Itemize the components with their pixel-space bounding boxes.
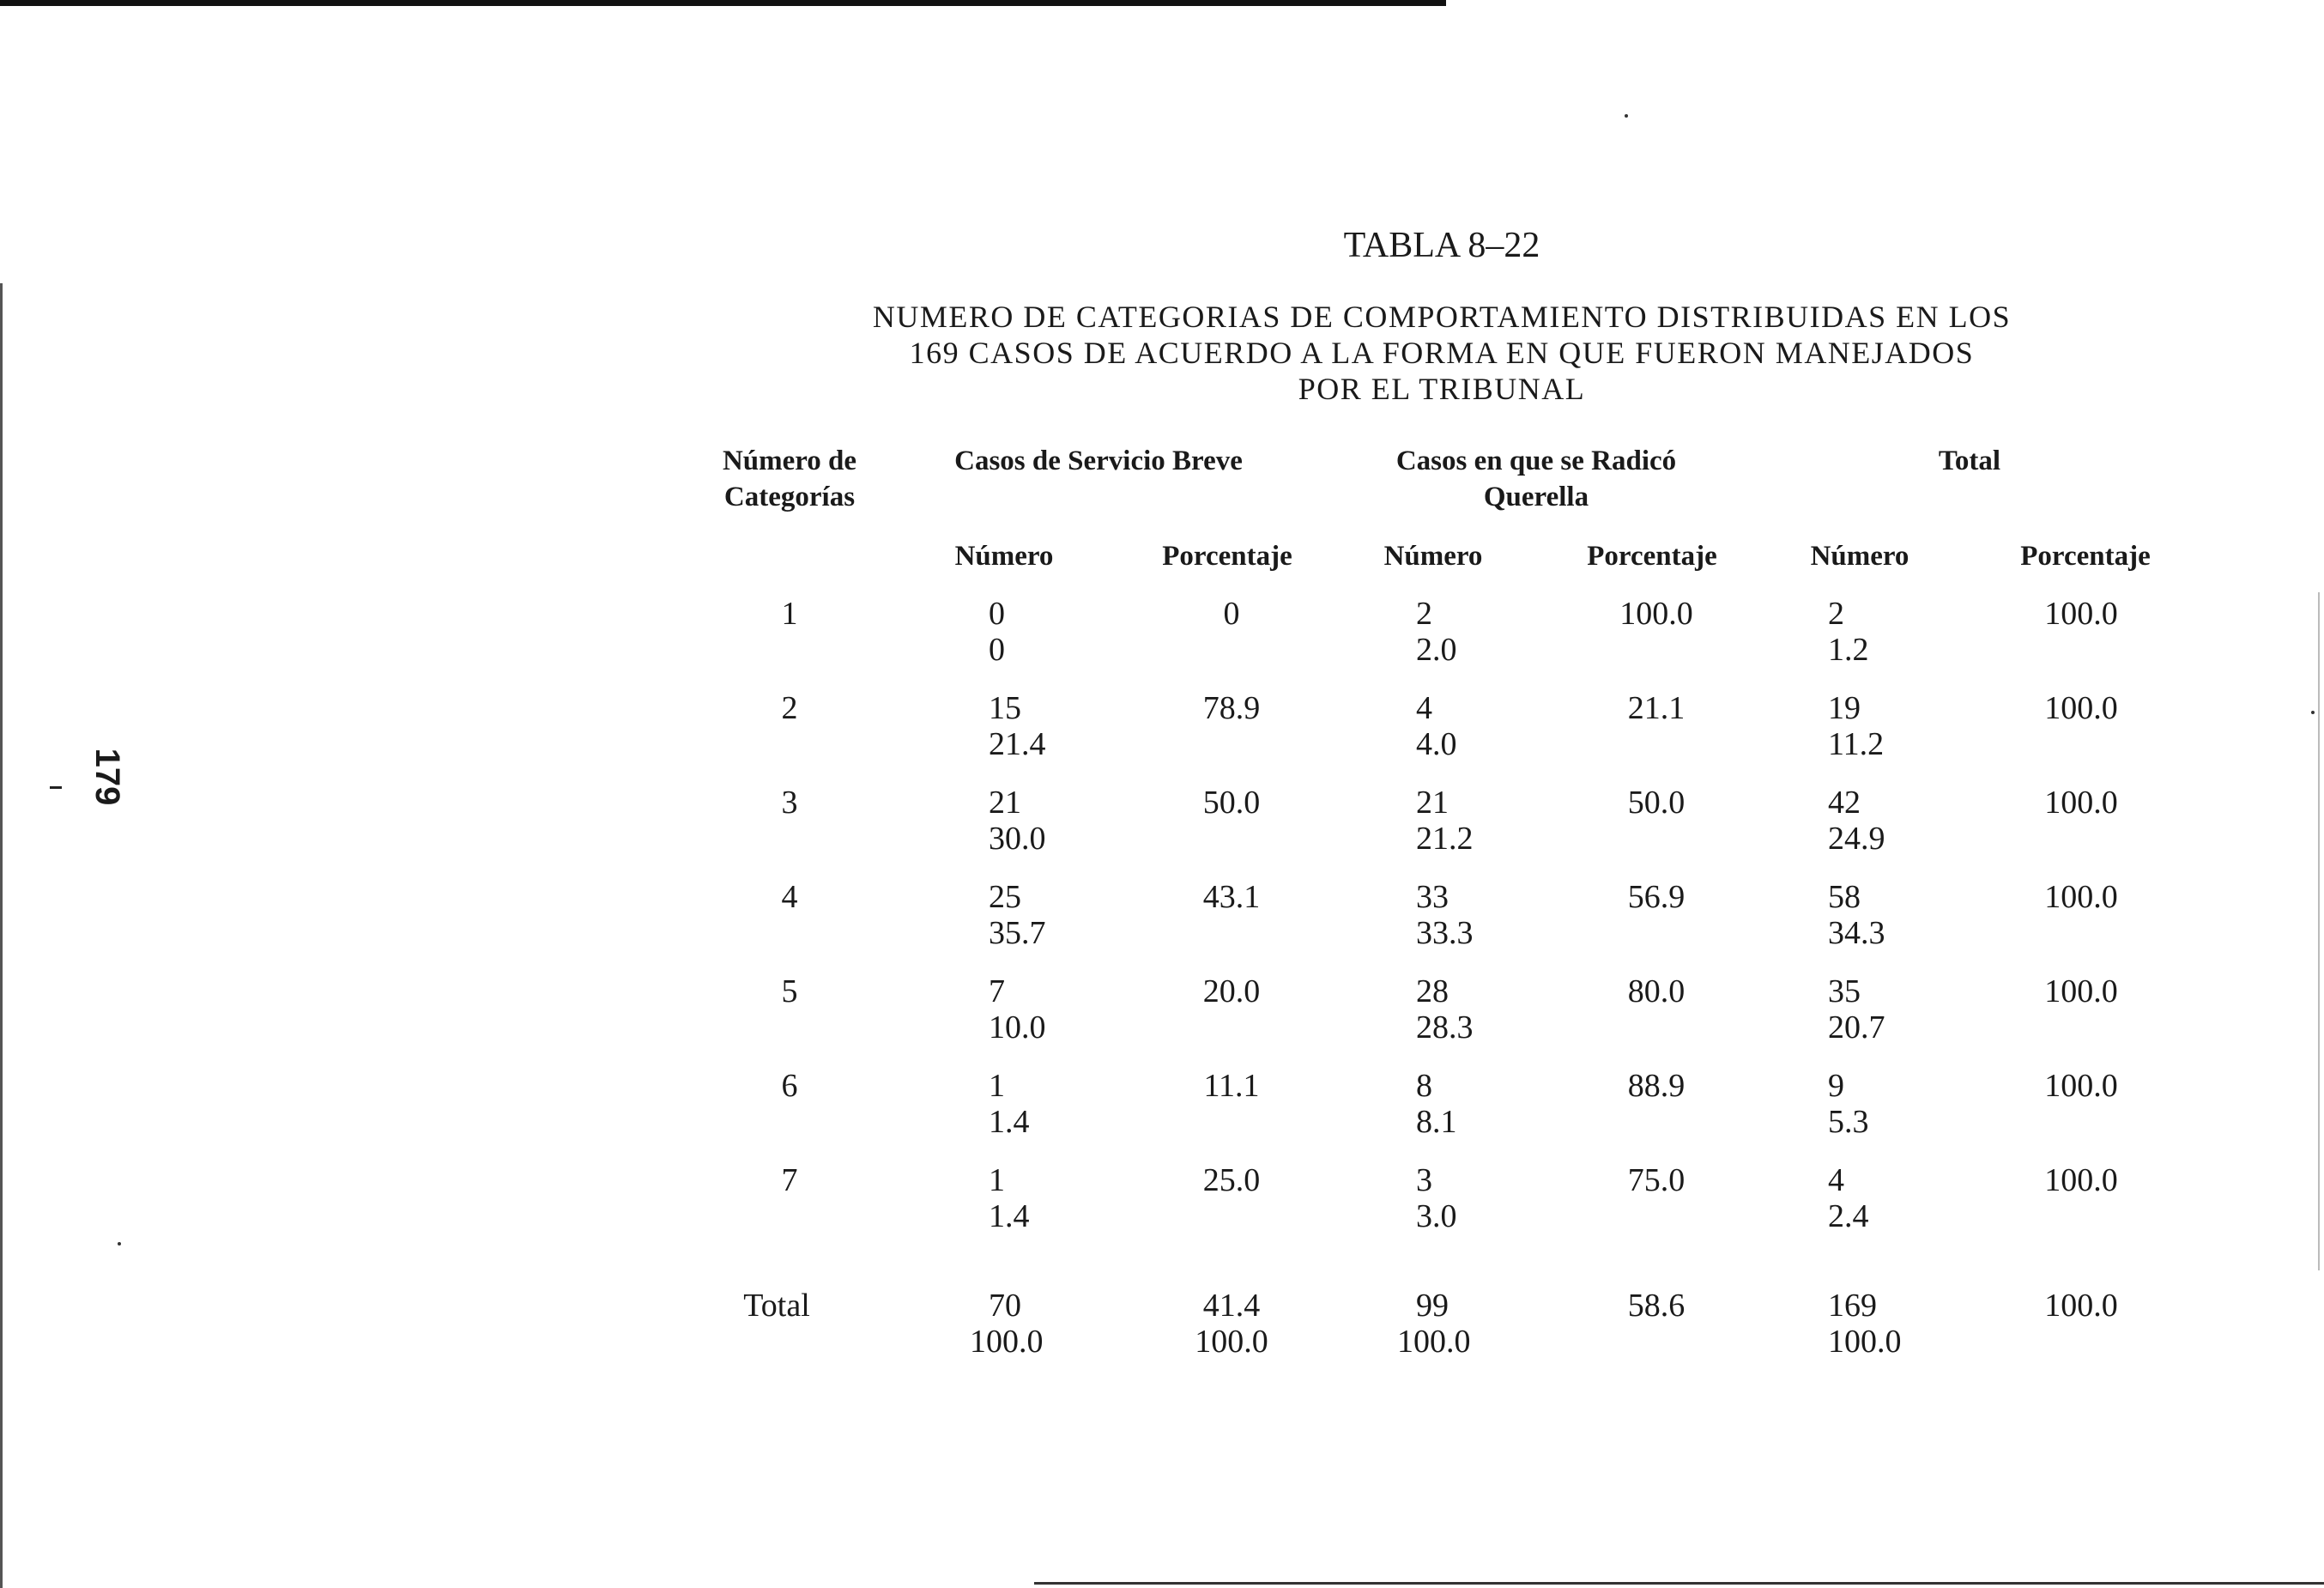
scan-speck (2311, 711, 2315, 714)
cell-querella-porcentaje: 75.0 (1627, 1162, 1686, 1198)
cell-querella-numero: 28 (1416, 973, 1449, 1009)
cell-total-numero-pct: 34.3 (1828, 915, 1885, 951)
page-number: 179 (88, 748, 126, 806)
cell-total-numero: 4 (1828, 1162, 1844, 1198)
cell-querella-numero-pct: 21.2 (1416, 821, 1474, 857)
cell-querella-porcentaje: 21.1 (1627, 690, 1686, 726)
header-group-total: Total (1938, 445, 2001, 476)
cell-breve-porcentaje: 50.0 (1202, 785, 1261, 821)
cell-querella-numero-pct: 33.3 (1416, 915, 1474, 951)
scan-speck (118, 1242, 121, 1246)
cell-querella-numero-pct: 2.0 (1416, 632, 1457, 668)
cell-querella-numero-pct: 28.3 (1416, 1009, 1474, 1046)
cell-querella-numero: 4 (1416, 690, 1432, 726)
cell-total-label: Total (743, 1288, 810, 1324)
cell-total-numero: 58 (1828, 879, 1861, 915)
cell-breve-numero: 1 (989, 1162, 1005, 1198)
cell-total-numero-pct: 20.7 (1828, 1009, 1885, 1046)
top-rule (0, 0, 1446, 6)
cell-categoria: 4 (781, 879, 798, 915)
cell-categoria: 7 (781, 1162, 798, 1198)
cell-total-numero-pct: 5.3 (1828, 1104, 1869, 1140)
cell-total-porcentaje: 100.0 (2044, 1162, 2118, 1198)
left-edge-rule (0, 283, 3, 1588)
header-group-breve: Casos de Servicio Breve (954, 445, 1243, 476)
cell-querella-numero-pct: 8.1 (1416, 1104, 1457, 1140)
cell-querella-numero-pct: 100.0 (1397, 1324, 1471, 1360)
cell-breve-porcentaje: 0 (1223, 596, 1240, 632)
cell-breve-numero-pct: 30.0 (989, 821, 1046, 857)
cell-querella-numero: 2 (1416, 596, 1432, 632)
cell-breve-porcentaje: 20.0 (1202, 973, 1261, 1009)
cell-querella-numero: 21 (1416, 785, 1449, 821)
cell-querella-numero: 33 (1416, 879, 1449, 915)
cell-total-porcentaje: 100.0 (2044, 879, 2118, 915)
cell-total-porcentaje: 100.0 (2044, 596, 2118, 632)
cell-breve-numero: 0 (989, 596, 1005, 632)
cell-categoria: 1 (781, 596, 798, 632)
header-categories-line-1: Número de (722, 445, 857, 476)
cell-breve-porcentaje: 41.4 (1202, 1288, 1261, 1324)
cell-total-porcentaje: 100.0 (2044, 1068, 2118, 1104)
cell-querella-numero: 8 (1416, 1068, 1432, 1104)
cell-total-numero: 9 (1828, 1068, 1844, 1104)
header-group-querella-line-1: Casos en que se Radicó (1395, 445, 1677, 476)
cell-querella-porcentaje: 100.0 (1619, 596, 1693, 632)
cell-querella-numero: 3 (1416, 1162, 1432, 1198)
cell-breve-numero-pct: 1.4 (989, 1104, 1030, 1140)
cell-total-numero-pct: 1.2 (1828, 632, 1869, 668)
table-title-line-1: NUMERO DE CATEGORIAS DE COMPORTAMIENTO DISTRIBUIDAS EN LOS (872, 300, 2012, 334)
cell-total-numero: 42 (1828, 785, 1861, 821)
cell-total-numero-pct: 24.9 (1828, 821, 1885, 857)
cell-querella-numero-pct: 4.0 (1416, 726, 1457, 762)
cell-breve-porcentaje: 11.1 (1203, 1068, 1260, 1104)
cell-breve-numero: 25 (989, 879, 1021, 915)
cell-total-numero: 19 (1828, 690, 1861, 726)
cell-total-numero-pct: 2.4 (1828, 1198, 1869, 1234)
right-edge-rule (2318, 592, 2320, 1270)
header-total-porcentaje: Porcentaje (2020, 541, 2151, 572)
cell-breve-porcentaje: 78.9 (1202, 690, 1261, 726)
cell-total-numero-pct: 11.2 (1828, 726, 1885, 762)
cell-breve-porcentaje: 43.1 (1202, 879, 1261, 915)
cell-querella-porcentaje: 80.0 (1627, 973, 1686, 1009)
cell-categoria: 2 (781, 690, 798, 726)
cell-breve-numero-pct: 21.4 (989, 726, 1046, 762)
cell-breve-numero-pct: 0 (989, 632, 1005, 668)
header-total-numero: Número (1810, 541, 1909, 572)
cell-breve-porcentaje: 25.0 (1202, 1162, 1261, 1198)
cell-breve-numero: 7 (989, 973, 1005, 1009)
cell-querella-porcentaje: 58.6 (1627, 1288, 1686, 1324)
cell-total-porcentaje: 100.0 (2044, 1288, 2118, 1324)
cell-total-porcentaje: 100.0 (2044, 973, 2118, 1009)
bottom-rule (1034, 1582, 2324, 1585)
cell-breve-numero: 1 (989, 1068, 1005, 1104)
cell-breve-numero-pct: 1.4 (989, 1198, 1030, 1234)
cell-breve-porcentaje-2: 100.0 (1195, 1324, 1268, 1360)
header-breve-numero: Número (954, 541, 1054, 572)
cell-breve-numero-pct: 35.7 (989, 915, 1046, 951)
cell-categoria: 3 (781, 785, 798, 821)
cell-total-porcentaje: 100.0 (2044, 690, 2118, 726)
header-categories-line-2: Categorías (723, 482, 856, 512)
cell-total-porcentaje: 100.0 (2044, 785, 2118, 821)
header-group-querella-line-2: Querella (1483, 482, 1589, 512)
page-number-dash (50, 786, 62, 789)
cell-total-numero: 35 (1828, 973, 1861, 1009)
table-label: TABLA 8–22 (1343, 226, 1540, 265)
scan-speck (1625, 114, 1628, 118)
cell-querella-porcentaje: 50.0 (1627, 785, 1686, 821)
cell-querella-porcentaje: 88.9 (1627, 1068, 1686, 1104)
cell-categoria: 5 (781, 973, 798, 1009)
cell-breve-numero-pct: 100.0 (970, 1324, 1044, 1360)
cell-querella-numero: 99 (1416, 1288, 1449, 1324)
cell-querella-numero-pct: 3.0 (1416, 1198, 1457, 1234)
header-breve-porcentaje: Porcentaje (1162, 541, 1292, 572)
cell-breve-numero: 15 (989, 690, 1021, 726)
cell-total-numero: 2 (1828, 596, 1844, 632)
cell-categoria: 6 (781, 1068, 798, 1104)
table-title-line-3: POR EL TRIBUNAL (1298, 372, 1586, 406)
cell-total-numero-pct: 100.0 (1828, 1324, 1902, 1360)
header-querella-numero: Número (1383, 541, 1483, 572)
cell-total-numero: 169 (1828, 1288, 1877, 1324)
cell-breve-numero: 21 (989, 785, 1021, 821)
table-title-line-2: 169 CASOS DE ACUERDO A LA FORMA EN QUE FUERON MANEJADOS (909, 336, 1975, 370)
header-querella-porcentaje: Porcentaje (1587, 541, 1717, 572)
cell-querella-porcentaje: 56.9 (1627, 879, 1686, 915)
cell-breve-numero-pct: 10.0 (989, 1009, 1046, 1046)
cell-breve-numero: 70 (989, 1288, 1021, 1324)
